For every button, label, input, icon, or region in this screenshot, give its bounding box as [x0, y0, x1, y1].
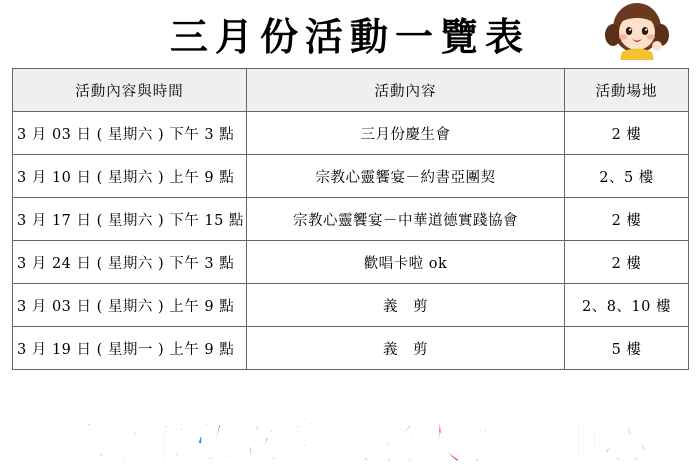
organization-name-char: 老 — [373, 418, 419, 470]
cell-content: 義 剪 — [247, 327, 565, 370]
table-row — [13, 241, 689, 284]
table-row — [13, 327, 689, 370]
cell-time: 3 月 03 日 ( 星期六 ) 下午 3 點 — [13, 112, 247, 155]
title-area — [0, 0, 700, 62]
cell-time: 3 月 19 日 ( 星期一 ) 上午 9 點 — [13, 327, 247, 370]
cell-place: 2、5 樓 — [565, 155, 689, 198]
cell-place: 5 樓 — [565, 327, 689, 370]
table-row — [13, 284, 689, 327]
organization-name-char: 中 — [557, 418, 603, 470]
organization-name-char: 北 — [97, 418, 143, 470]
schedule-table — [12, 68, 689, 370]
cell-content: 三月份慶生會 — [247, 112, 565, 155]
organization-name-char: 徽 — [327, 418, 373, 470]
cell-place: 2 樓 — [565, 198, 689, 241]
cell-place: 2 樓 — [565, 241, 689, 284]
cell-content: 義 剪 — [247, 284, 565, 327]
organization-name-char: 私 — [189, 418, 235, 470]
table-row — [13, 198, 689, 241]
table-header-row — [13, 69, 689, 112]
cell-time: 3 月 17 日 ( 星期六 ) 下午 15 點 — [13, 198, 247, 241]
organization-name-char: 心 — [603, 418, 649, 470]
cell-time: 3 月 03 日 ( 星期六 ) 上午 9 點 — [13, 284, 247, 327]
organization-name-char: 新 — [51, 418, 97, 470]
organization-name — [0, 418, 700, 470]
schedule-table-container — [12, 68, 688, 370]
cell-content: 宗教心靈饗宴－中華道德實踐協會 — [247, 198, 565, 241]
organization-name-char: 市 — [143, 418, 189, 470]
cell-content: 宗教心靈饗宴－約書亞團契 — [247, 155, 565, 198]
table-row — [13, 155, 689, 198]
cell-time: 3 月 24 日 ( 星期六 ) 下午 3 點 — [13, 241, 247, 284]
girl-cartoon-icon — [602, 2, 672, 60]
cell-content: 歡唱卡啦 ok — [247, 241, 565, 284]
organization-name-char: 慈 — [281, 418, 327, 470]
column-header-content: 活動內容 — [247, 69, 565, 112]
column-header-place: 活動場地 — [565, 69, 689, 112]
organization-name-char: 養 — [465, 418, 511, 470]
cell-place: 2、8、10 樓 — [565, 284, 689, 327]
cell-time: 3 月 10 日 ( 星期六 ) 上午 9 點 — [13, 155, 247, 198]
organization-name-char: 立 — [235, 418, 281, 470]
organization-name-char: 護 — [511, 418, 557, 470]
cell-place: 2 樓 — [565, 112, 689, 155]
table-row — [13, 112, 689, 155]
column-header-time: 活動內容與時間 — [13, 69, 247, 112]
page-title: 三月份活動一覽表 — [169, 14, 530, 59]
organization-name-char: 人 — [419, 418, 465, 470]
